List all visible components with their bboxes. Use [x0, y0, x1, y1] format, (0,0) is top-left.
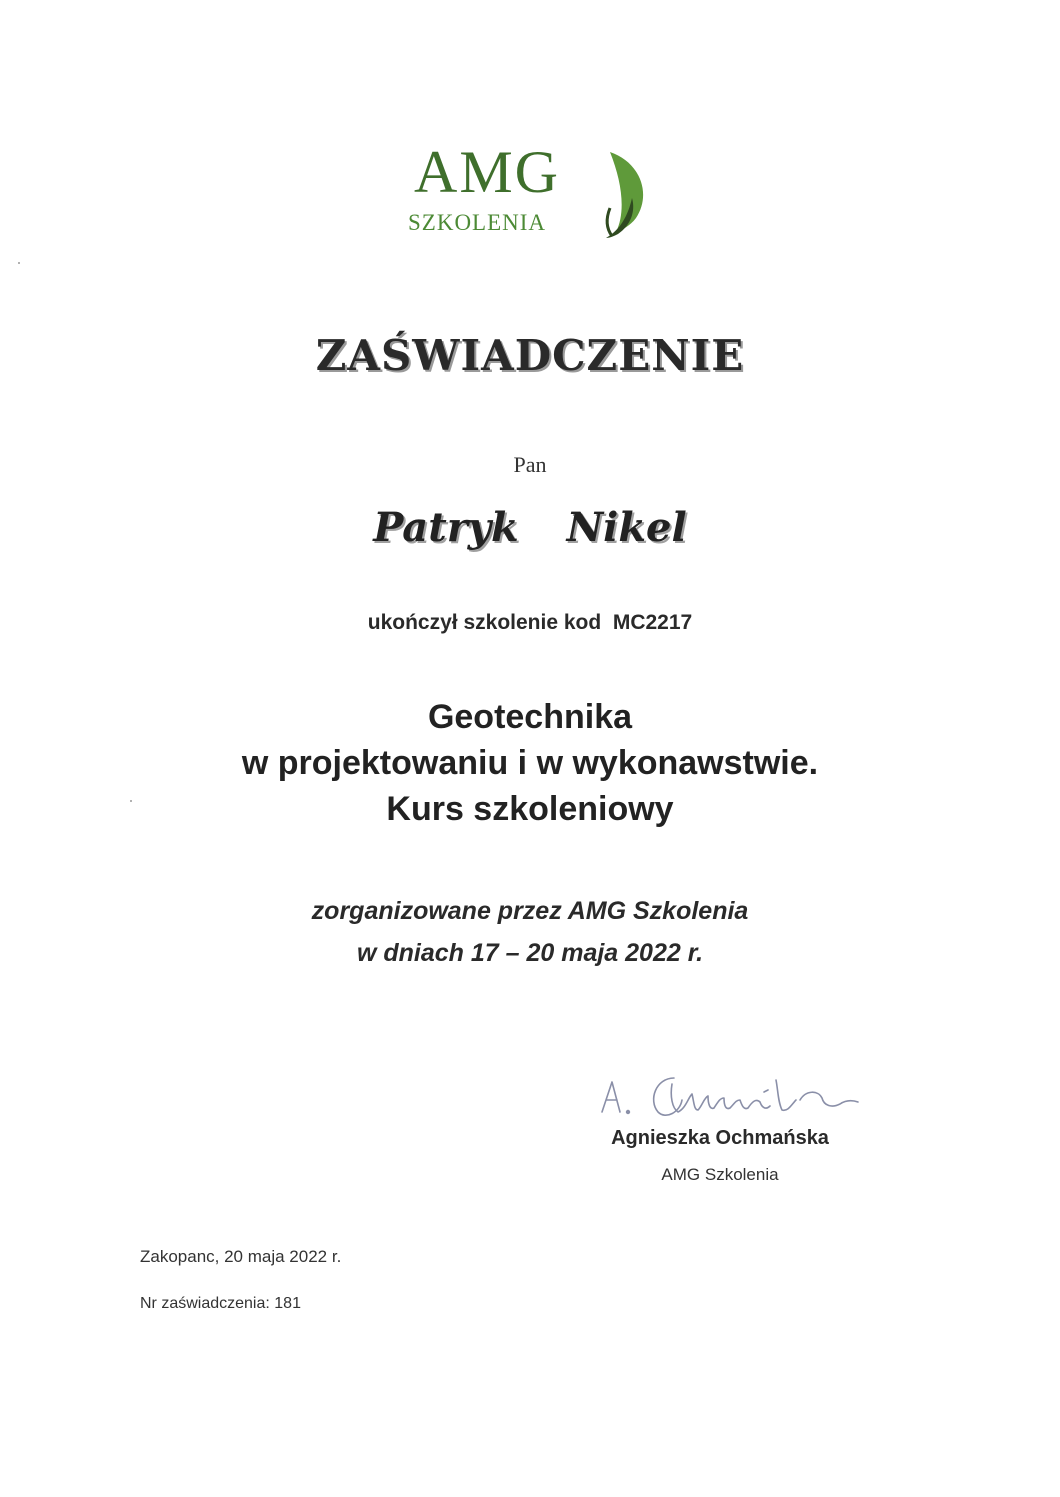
logo-brand: AMG	[414, 139, 561, 205]
course-dates: w dniach 17 – 20 maja 2022 r.	[356, 939, 704, 967]
recipient-name: Patryk Nikel	[373, 504, 687, 551]
handwritten-signature	[596, 1060, 866, 1130]
honorific: Pan	[513, 452, 547, 477]
certificate-title: ZAŚWIADCZENIE	[315, 331, 745, 380]
course-title	[0, 694, 1060, 832]
amg-logo	[400, 140, 660, 240]
signatory-name: Agnieszka Ochmańska	[611, 1127, 829, 1149]
scan-speck	[18, 262, 20, 264]
certificate-number: Nr zaświadczenia: 181	[140, 1295, 301, 1312]
course-title-line: w projektowaniu i w wykonawstwie.	[241, 744, 819, 782]
organizer-line: zorganizowane przez AMG Szkolenia	[311, 897, 749, 925]
organizer-statement	[0, 890, 1060, 974]
logo-subtitle: SZKOLENIA	[408, 210, 547, 235]
completion-statement: ukończył szkolenie kod MC2217	[367, 611, 693, 634]
course-title-line: Kurs szkoleniowy	[386, 790, 674, 828]
place-and-date: Zakopanc, 20 maja 2022 r.	[140, 1247, 342, 1266]
signatory-organization: AMG Szkolenia	[661, 1165, 779, 1184]
course-title-line: Geotechnika	[427, 698, 633, 736]
leaf-icon	[592, 148, 654, 240]
